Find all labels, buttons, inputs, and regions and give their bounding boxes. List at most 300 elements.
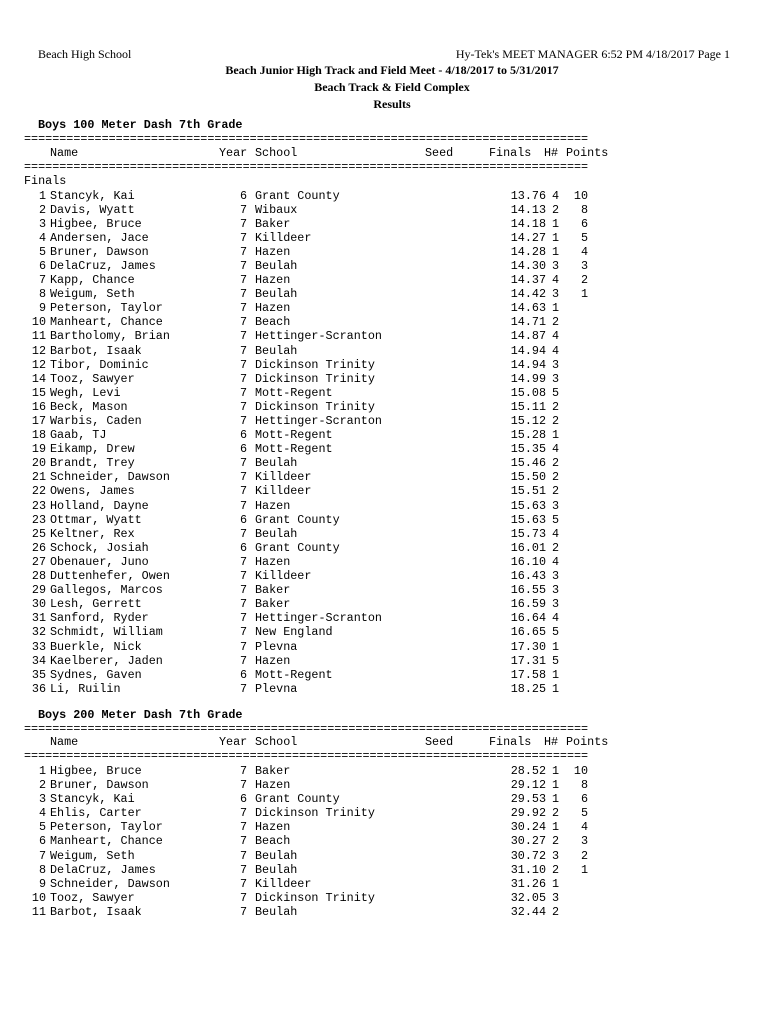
result-place: 9 [38, 301, 46, 316]
result-place: 29 [31, 583, 46, 598]
divider [24, 722, 610, 736]
athlete-year: 7 [240, 764, 248, 778]
athlete-name: Manheart, Chance [50, 834, 163, 849]
result-place: 3 [38, 216, 46, 231]
col-finals: Finals [489, 146, 532, 160]
athlete-school: Beulah [255, 862, 298, 877]
athlete-school: Hazen [255, 653, 291, 668]
result-finals: 14.13 [510, 202, 546, 217]
result-heat: 4 [552, 343, 560, 358]
result-finals: 31.10 [510, 862, 546, 877]
athlete-name: Higbee, Bruce [50, 764, 142, 778]
result-heat: 2 [552, 904, 560, 919]
athlete-year: 7 [240, 890, 248, 905]
athlete-school: Killdeer [255, 470, 312, 485]
result-place: 4 [38, 230, 46, 245]
result-points: 1 [580, 862, 588, 877]
result-heat: 1 [552, 681, 560, 696]
result-finals: 14.71 [510, 315, 546, 330]
result-heat: 2 [552, 414, 560, 428]
athlete-name: Kapp, Chance [50, 273, 135, 288]
athlete-name: Wegh, Levi [50, 385, 121, 400]
athlete-school: Hazen [255, 554, 291, 569]
result-place: 9 [38, 876, 46, 891]
result-heat: 1 [552, 876, 560, 891]
athlete-school: Killdeer [255, 876, 312, 891]
athlete-name: Peterson, Taylor [50, 820, 163, 835]
result-heat: 2 [552, 834, 560, 849]
athlete-name: Stancyk, Kai [50, 188, 135, 203]
result-place: 11 [31, 904, 46, 919]
athlete-name: Lesh, Gerrett [50, 597, 142, 612]
result-finals: 16.01 [510, 540, 546, 555]
col-seed: Seed [425, 146, 454, 160]
result-place: 4 [38, 806, 46, 821]
athlete-year: 7 [240, 273, 248, 288]
result-finals: 14.30 [510, 258, 546, 273]
athlete-school: Hazen [255, 498, 291, 513]
result-finals: 17.30 [510, 639, 546, 654]
result-place: 8 [38, 862, 46, 877]
col-finals: Finals [489, 735, 532, 749]
result-heat: 3 [552, 848, 560, 863]
athlete-school: Killdeer [255, 484, 312, 499]
event-title: Boys 200 Meter Dash 7th Grade [38, 708, 243, 722]
divider [24, 749, 610, 763]
athlete-year: 7 [240, 329, 248, 344]
result-place: 1 [38, 188, 46, 203]
result-place: 14 [31, 371, 46, 386]
athlete-name: Buerkle, Nick [50, 639, 142, 654]
athlete-year: 7 [240, 315, 248, 330]
result-place: 25 [31, 526, 46, 541]
athlete-name: Ottmar, Wyatt [50, 512, 142, 527]
athlete-school: Mott-Regent [255, 428, 333, 443]
athlete-school: Hazen [255, 301, 291, 316]
result-place: 18 [31, 428, 46, 443]
result-finals: 17.58 [510, 667, 546, 682]
result-heat: 1 [552, 792, 560, 807]
athlete-name: Gaab, TJ [50, 428, 107, 443]
result-place: 23 [31, 498, 46, 513]
meet-title: Beach Junior High Track and Field Meet - 4/18/2017 to 5/31/2017 [225, 63, 559, 77]
athlete-name: Keltner, Rex [50, 526, 135, 541]
result-heat: 4 [552, 554, 560, 569]
result-finals: 28.52 [510, 764, 546, 778]
result-finals: 30.24 [510, 820, 546, 835]
athlete-name: Higbee, Bruce [50, 216, 142, 231]
athlete-year: 7 [240, 230, 248, 245]
athlete-name: Schneider, Dawson [50, 470, 170, 485]
athlete-name: Eikamp, Drew [50, 442, 135, 457]
result-place: 28 [31, 569, 46, 584]
result-place: 5 [38, 820, 46, 835]
athlete-year: 7 [240, 876, 248, 891]
result-points: 10 [573, 764, 588, 778]
result-place: 6 [38, 258, 46, 273]
result-place: 16 [31, 399, 46, 414]
result-finals: 29.12 [510, 778, 546, 793]
athlete-year: 7 [240, 414, 248, 428]
col-points: Points [566, 735, 609, 749]
result-finals: 17.31 [510, 653, 546, 668]
athlete-name: DelaCruz, James [50, 862, 156, 877]
result-place: 35 [31, 667, 46, 682]
athlete-name: Obenauer, Juno [50, 554, 149, 569]
athlete-school: Hazen [255, 273, 291, 288]
result-finals: 16.59 [510, 597, 546, 612]
result-place: 12 [31, 343, 46, 358]
result-finals: 14.37 [510, 273, 546, 288]
result-finals: 29.92 [510, 806, 546, 821]
result-heat: 2 [552, 862, 560, 877]
athlete-year: 6 [240, 442, 248, 457]
result-heat: 3 [552, 258, 560, 273]
result-points: 5 [580, 230, 588, 245]
result-place: 7 [38, 848, 46, 863]
athlete-school: Plevna [255, 681, 298, 696]
athlete-name: Weigum, Seth [50, 848, 135, 863]
athlete-school: Mott-Regent [255, 667, 333, 682]
athlete-year: 7 [240, 778, 248, 793]
athlete-name: Gallegos, Marcos [50, 583, 163, 598]
athlete-name: Tooz, Sawyer [50, 371, 135, 386]
athlete-school: Dickinson Trinity [255, 806, 375, 821]
meet-venue: Beach Track & Field Complex [314, 80, 470, 94]
result-place: 11 [31, 329, 46, 344]
athlete-school: Grant County [255, 512, 340, 527]
athlete-name: Duttenhefer, Owen [50, 569, 170, 584]
athlete-school: Beulah [255, 526, 298, 541]
result-finals: 15.11 [510, 399, 546, 414]
result-place: 12 [31, 357, 46, 372]
result-points: 10 [573, 188, 588, 203]
result-heat: 1 [552, 428, 560, 443]
result-heat: 3 [552, 583, 560, 598]
athlete-name: Bruner, Dawson [50, 778, 149, 793]
result-points: 4 [580, 820, 588, 835]
athlete-name: Bruner, Dawson [50, 244, 149, 259]
result-points: 2 [580, 273, 588, 288]
result-finals: 30.27 [510, 834, 546, 849]
athlete-year: 6 [240, 540, 248, 555]
athlete-school: Dickinson Trinity [255, 371, 375, 386]
col-year: Year [219, 735, 248, 749]
athlete-name: Schneider, Dawson [50, 876, 170, 891]
col-name: Name [50, 735, 79, 749]
col-points: Points [566, 146, 609, 160]
col-school: School [255, 146, 298, 160]
athlete-name: Warbis, Caden [50, 414, 142, 428]
col-heat: H# [544, 735, 559, 749]
result-finals: 15.12 [510, 414, 546, 428]
result-heat: 2 [552, 456, 560, 471]
athlete-year: 7 [240, 653, 248, 668]
result-finals: 29.53 [510, 792, 546, 807]
athlete-name: Barbot, Isaak [50, 343, 142, 358]
result-place: 31 [31, 611, 46, 626]
result-heat: 1 [552, 230, 560, 245]
result-finals: 14.28 [510, 244, 546, 259]
athlete-year: 7 [240, 216, 248, 231]
col-year: Year [219, 146, 248, 160]
athlete-school: Dickinson Trinity [255, 890, 375, 905]
result-finals: 16.65 [510, 625, 546, 640]
athlete-school: Beach [255, 315, 291, 330]
athlete-school: Killdeer [255, 569, 312, 584]
result-place: 2 [38, 202, 46, 217]
result-finals: 15.51 [510, 484, 546, 499]
result-heat: 5 [552, 625, 560, 640]
athlete-school: Beulah [255, 904, 298, 919]
result-finals: 14.42 [510, 287, 546, 302]
result-finals: 31.26 [510, 876, 546, 891]
result-points: 2 [580, 848, 588, 863]
athlete-name: Sanford, Ryder [50, 611, 149, 626]
result-finals: 16.55 [510, 583, 546, 598]
result-place: 26 [31, 540, 46, 555]
result-finals: 16.43 [510, 569, 546, 584]
result-points: 4 [580, 244, 588, 259]
result-place: 33 [31, 639, 46, 654]
result-finals: 14.94 [510, 357, 546, 372]
athlete-name: Owens, James [50, 484, 135, 499]
athlete-school: Hettinger-Scranton [255, 329, 382, 344]
result-heat: 3 [552, 597, 560, 612]
result-place: 10 [31, 890, 46, 905]
col-seed: Seed [425, 735, 454, 749]
result-finals: 14.99 [510, 371, 546, 386]
athlete-year: 7 [240, 806, 248, 821]
result-finals: 13.76 [510, 188, 546, 203]
athlete-year: 7 [240, 526, 248, 541]
divider [24, 132, 610, 146]
result-place: 2 [38, 778, 46, 793]
athlete-name: Li, Ruilin [50, 681, 121, 696]
result-finals: 14.18 [510, 216, 546, 231]
result-heat: 3 [552, 357, 560, 372]
athlete-year: 7 [240, 820, 248, 835]
athlete-year: 7 [240, 343, 248, 358]
result-heat: 4 [552, 329, 560, 344]
result-heat: 4 [552, 611, 560, 626]
athlete-year: 7 [240, 258, 248, 273]
athlete-school: Beulah [255, 848, 298, 863]
athlete-name: Andersen, Jace [50, 230, 149, 245]
athlete-school: Beulah [255, 287, 298, 302]
athlete-school: Hettinger-Scranton [255, 611, 382, 626]
result-points: 3 [580, 834, 588, 849]
athlete-year: 7 [240, 301, 248, 316]
result-finals: 30.72 [510, 848, 546, 863]
athlete-school: New England [255, 625, 333, 640]
athlete-year: 7 [240, 625, 248, 640]
result-place: 1 [38, 764, 46, 778]
result-heat: 1 [552, 764, 560, 778]
header-school: Beach High School [38, 47, 132, 61]
athlete-name: Barbot, Isaak [50, 904, 142, 919]
athlete-name: Manheart, Chance [50, 315, 163, 330]
result-finals: 18.25 [510, 681, 546, 696]
result-heat: 1 [552, 639, 560, 654]
athlete-year: 7 [240, 681, 248, 696]
results-heading: Results [373, 97, 411, 111]
result-finals: 15.63 [510, 512, 546, 527]
athlete-year: 7 [240, 583, 248, 598]
result-place: 19 [31, 442, 46, 457]
result-place: 8 [38, 287, 46, 302]
athlete-name: Weigum, Seth [50, 287, 135, 302]
athlete-school: Baker [255, 764, 291, 778]
result-heat: 1 [552, 301, 560, 316]
result-finals: 15.63 [510, 498, 546, 513]
result-points: 6 [580, 792, 588, 807]
athlete-school: Baker [255, 597, 291, 612]
athlete-year: 6 [240, 792, 248, 807]
result-heat: 2 [552, 470, 560, 485]
event-title: Boys 100 Meter Dash 7th Grade [38, 118, 243, 132]
athlete-school: Dickinson Trinity [255, 357, 375, 372]
result-finals: 14.87 [510, 329, 546, 344]
athlete-name: DelaCruz, James [50, 258, 156, 273]
athlete-school: Hazen [255, 778, 291, 793]
result-heat: 2 [552, 202, 560, 217]
athlete-year: 7 [240, 569, 248, 584]
athlete-year: 7 [240, 597, 248, 612]
athlete-name: Brandt, Trey [50, 456, 135, 471]
athlete-name: Ehlis, Carter [50, 806, 142, 821]
result-finals: 14.63 [510, 301, 546, 316]
result-heat: 4 [552, 526, 560, 541]
result-place: 6 [38, 834, 46, 849]
result-heat: 5 [552, 385, 560, 400]
athlete-year: 7 [240, 834, 248, 849]
athlete-school: Dickinson Trinity [255, 399, 375, 414]
athlete-name: Stancyk, Kai [50, 792, 135, 807]
result-points: 5 [580, 806, 588, 821]
result-place: 15 [31, 385, 46, 400]
result-finals: 15.08 [510, 385, 546, 400]
result-finals: 32.05 [510, 890, 546, 905]
result-place: 20 [31, 456, 46, 471]
result-heat: 1 [552, 244, 560, 259]
result-heat: 3 [552, 890, 560, 905]
athlete-school: Killdeer [255, 230, 312, 245]
result-points: 6 [580, 216, 588, 231]
athlete-school: Baker [255, 216, 291, 231]
result-finals: 15.50 [510, 470, 546, 485]
result-heat: 5 [552, 512, 560, 527]
athlete-school: Plevna [255, 639, 298, 654]
result-heat: 4 [552, 188, 560, 203]
result-heat: 1 [552, 667, 560, 682]
result-finals: 15.73 [510, 526, 546, 541]
result-place: 36 [31, 681, 46, 696]
result-heat: 4 [552, 442, 560, 457]
result-points: 3 [580, 258, 588, 273]
athlete-name: Beck, Mason [50, 399, 128, 414]
athlete-year: 7 [240, 456, 248, 471]
result-heat: 1 [552, 820, 560, 835]
athlete-year: 7 [240, 904, 248, 919]
athlete-name: Schock, Josiah [50, 540, 149, 555]
result-heat: 2 [552, 315, 560, 330]
result-place: 5 [38, 244, 46, 259]
athlete-year: 6 [240, 188, 248, 203]
result-finals: 32.44 [510, 904, 546, 919]
athlete-year: 6 [240, 512, 248, 527]
athlete-year: 7 [240, 484, 248, 499]
athlete-year: 7 [240, 639, 248, 654]
athlete-school: Beulah [255, 258, 298, 273]
result-heat: 1 [552, 778, 560, 793]
result-place: 23 [31, 512, 46, 527]
result-heat: 3 [552, 371, 560, 386]
athlete-year: 7 [240, 287, 248, 302]
athlete-school: Grant County [255, 188, 340, 203]
athlete-name: Davis, Wyatt [50, 202, 135, 217]
athlete-school: Hettinger-Scranton [255, 414, 382, 428]
round-label: Finals [24, 174, 67, 188]
result-heat: 2 [552, 399, 560, 414]
result-place: 3 [38, 792, 46, 807]
athlete-year: 7 [240, 611, 248, 626]
result-place: 7 [38, 273, 46, 288]
athlete-school: Beulah [255, 456, 298, 471]
result-finals: 14.27 [510, 230, 546, 245]
result-finals: 16.64 [510, 611, 546, 626]
athlete-name: Sydnes, Gaven [50, 667, 142, 682]
athlete-school: Hazen [255, 820, 291, 835]
athlete-year: 7 [240, 371, 248, 386]
athlete-name: Tooz, Sawyer [50, 890, 135, 905]
athlete-year: 7 [240, 357, 248, 372]
athlete-name: Peterson, Taylor [50, 301, 163, 316]
athlete-year: 6 [240, 428, 248, 443]
athlete-year: 6 [240, 667, 248, 682]
result-heat: 5 [552, 653, 560, 668]
athlete-name: Bartholomy, Brian [50, 329, 170, 344]
athlete-school: Wibaux [255, 202, 298, 217]
col-heat: H# [544, 146, 559, 160]
athlete-year: 7 [240, 554, 248, 569]
result-points: 1 [580, 287, 588, 302]
col-school: School [255, 735, 298, 749]
result-place: 27 [31, 554, 46, 569]
athlete-school: Mott-Regent [255, 385, 333, 400]
athlete-school: Beach [255, 834, 291, 849]
result-heat: 4 [552, 273, 560, 288]
athlete-school: Baker [255, 583, 291, 598]
result-place: 17 [31, 414, 46, 428]
result-place: 34 [31, 653, 46, 668]
result-heat: 3 [552, 498, 560, 513]
result-place: 21 [31, 470, 46, 485]
result-points: 8 [580, 202, 588, 217]
athlete-school: Grant County [255, 792, 340, 807]
athlete-name: Holland, Dayne [50, 498, 149, 513]
athlete-school: Mott-Regent [255, 442, 333, 457]
athlete-school: Hazen [255, 244, 291, 259]
result-place: 22 [31, 484, 46, 499]
athlete-year: 7 [240, 244, 248, 259]
result-heat: 3 [552, 287, 560, 302]
result-finals: 16.10 [510, 554, 546, 569]
result-place: 10 [31, 315, 46, 330]
divider [24, 160, 610, 174]
col-name: Name [50, 146, 79, 160]
athlete-name: Tibor, Dominic [50, 357, 149, 372]
